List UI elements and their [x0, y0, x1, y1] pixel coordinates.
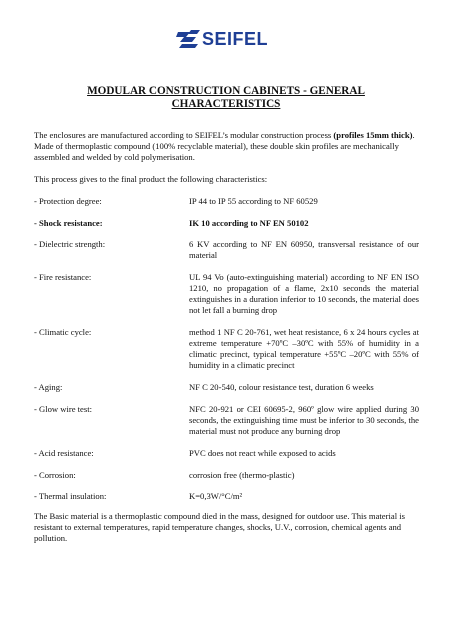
characteristic-value: PVC does not react while exposed to acids [189, 448, 336, 458]
characteristic-label: - Glow wire test: [34, 404, 92, 414]
characteristic-value: corrosion free (thermo-plastic) [189, 470, 295, 480]
characteristic-label: - Aging: [34, 382, 63, 392]
page-title: MODULAR CONSTRUCTION CABINETS - GENERAL CHARACTERISTICS [87, 85, 365, 110]
characteristic-label: - Corrosion: [34, 470, 76, 480]
closing-paragraph: The Basic material is a thermoplastic compound died in the mass, designed for outdoor use. This material is resistant to external temperatures, rapid temperature changes, shocks, U.V., corrosion, chemical agents and pollution. [34, 511, 405, 543]
characteristic-label: - Fire resistance: [34, 272, 92, 282]
characteristic-label: - Thermal insulation: [34, 491, 107, 501]
lead-paragraph: This process gives to the final product the following characteristics: [34, 174, 268, 184]
logo-text: SEIFEL [202, 29, 269, 49]
characteristic-label: - Acid resistance: [34, 448, 94, 458]
characteristic-value: IK 10 according to NF EN 50102 [189, 218, 309, 228]
characteristic-label: - Dielectric strength: [34, 239, 106, 249]
intro-bold: (profiles 15mm thick) [333, 130, 413, 140]
characteristic-label: - Protection degree: [34, 196, 102, 206]
characteristic-value: method 1 NF C 20-761, wet heat resistance, 6 x 24 hours cycles at extreme temperature +70ºC –30ºC with 55% of humidity in a climatic precinct, typical temperature +55ºC –20ºC with 55% of humidity in a climatic precinct [189, 327, 419, 370]
characteristic-value: 6 KV according to NF EN 60950, transversal resistance of our material [189, 239, 419, 260]
intro-paragraph [34, 130, 420, 163]
characteristic-value: NFC 20-921 or CEI 60695-2, 960º glow wire applied during 30 seconds, the extinguishing time must be inferior to 30 seconds, the material must not produce any burning drop [189, 404, 419, 436]
characteristic-label: - Shock resistance: [34, 218, 103, 228]
intro-text-1: The enclosures are manufactured according to SEIFEL’s modular construction process [34, 130, 334, 140]
intro-text-2: . Made of thermoplastic compound (100% recyclable material), these double skin profiles are mechanically assembled and welded by cold polymerisation. [34, 130, 415, 162]
characteristic-value: NF C 20-540, colour resistance test, duration 6 weeks [189, 382, 374, 392]
seifel-logo [176, 28, 274, 50]
seifel-logo-icon [176, 28, 202, 50]
characteristic-value: IP 44 to IP 55 according to NF 60529 [189, 196, 318, 206]
characteristic-value: K=0,3W/°C/m² [189, 491, 243, 501]
characteristic-value: UL 94 Vo (auto-extinguishing material) according to NF EN ISO 1210, no propagation of a flame, 2x10 seconds the material extinguishes in a duration inferior to 10 seconds, the material does not let fall a burning drop [189, 272, 419, 315]
characteristic-label: - Climatic cycle: [34, 327, 92, 337]
